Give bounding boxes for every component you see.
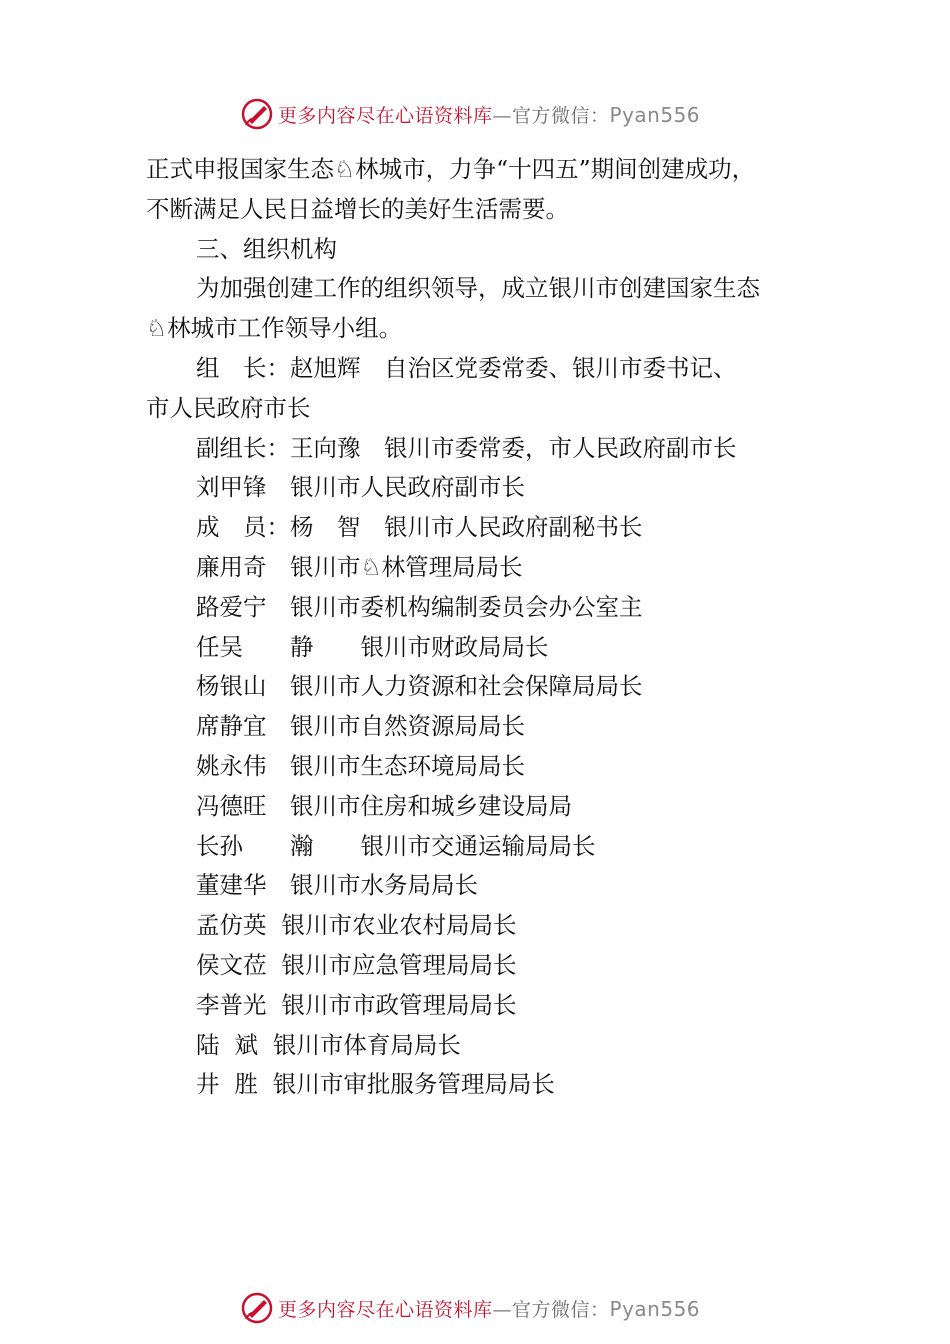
text-line: 正式申报国家生态♘林城市，力争“十四五”期间创建成功， [146, 155, 756, 183]
text-line: 廉用奇 银川市♘林管理局局长 [196, 552, 523, 581]
text-line: 席静宜 银川市自然资源局局长 [196, 712, 525, 741]
text-line: 杨银山 银川市人力资源和社会保障局局长 [196, 672, 643, 701]
text-line: 侯文莅 银川市应急管理局局长 [196, 950, 517, 979]
text-line: 成 员：杨 智 银川市人民政府副秘书长 [196, 513, 643, 542]
text-line: 姚永伟 银川市生态环境局局长 [196, 751, 525, 780]
text-line: 不断满足人民日益增长的美好生活需要。 [146, 194, 569, 223]
text-line: 董建华 银川市水务局局长 [196, 871, 478, 900]
text-line: 组 长：赵旭辉 自治区党委常委、银川市委书记、 [196, 353, 737, 382]
watermark-wechat-label: 官方微信： [512, 104, 610, 127]
watermark-logo-icon [240, 97, 274, 131]
watermark-separator: — [492, 1298, 513, 1321]
text-line: 副组长：王向豫 银川市委常委，市人民政府副市长 [196, 433, 737, 462]
text-line: 孟仿英 银川市农业农村局局长 [196, 911, 517, 940]
text-line: 三、组织机构 [196, 234, 337, 263]
watermark-separator: — [492, 104, 513, 127]
watermark-logo-icon [240, 1291, 274, 1325]
text-line: 长孙 瀚 银川市交通运输局局长 [196, 831, 596, 860]
document-body [146, 150, 826, 1105]
text-line: 李普光 银川市市政管理局局长 [196, 990, 517, 1019]
watermark-red-text: 更多内容尽在心语资料库 [278, 1298, 493, 1321]
text-line: 为加强创建工作的组织领导，成立银川市创建国家生态 [196, 274, 760, 303]
text-line: 陆 斌 银川市体育局局长 [196, 1030, 461, 1059]
text-line: 刘甲锋 银川市人民政府副市长 [196, 473, 525, 502]
text-line: 任吴 静 银川市财政局局长 [196, 632, 549, 661]
watermark-footer [240, 1290, 700, 1326]
watermark-red-text: 更多内容尽在心语资料库 [278, 104, 493, 127]
text-line: 市人民政府市长 [146, 393, 311, 422]
text-line: 冯德旺 银川市住房和城乡建设局局 [196, 791, 572, 820]
watermark-wechat-label: 官方微信： [512, 1298, 610, 1321]
text-line: ♘林城市工作领导小组。 [146, 314, 403, 343]
watermark-header [240, 96, 700, 132]
text-line: 路爱宁 银川市委机构编制委员会办公室主 [196, 592, 643, 621]
watermark-wechat-id: Pyan556 [609, 1296, 701, 1321]
text-line: 井 胜 银川市审批服务管理局局长 [196, 1070, 555, 1099]
watermark-wechat-id: Pyan556 [609, 102, 701, 127]
